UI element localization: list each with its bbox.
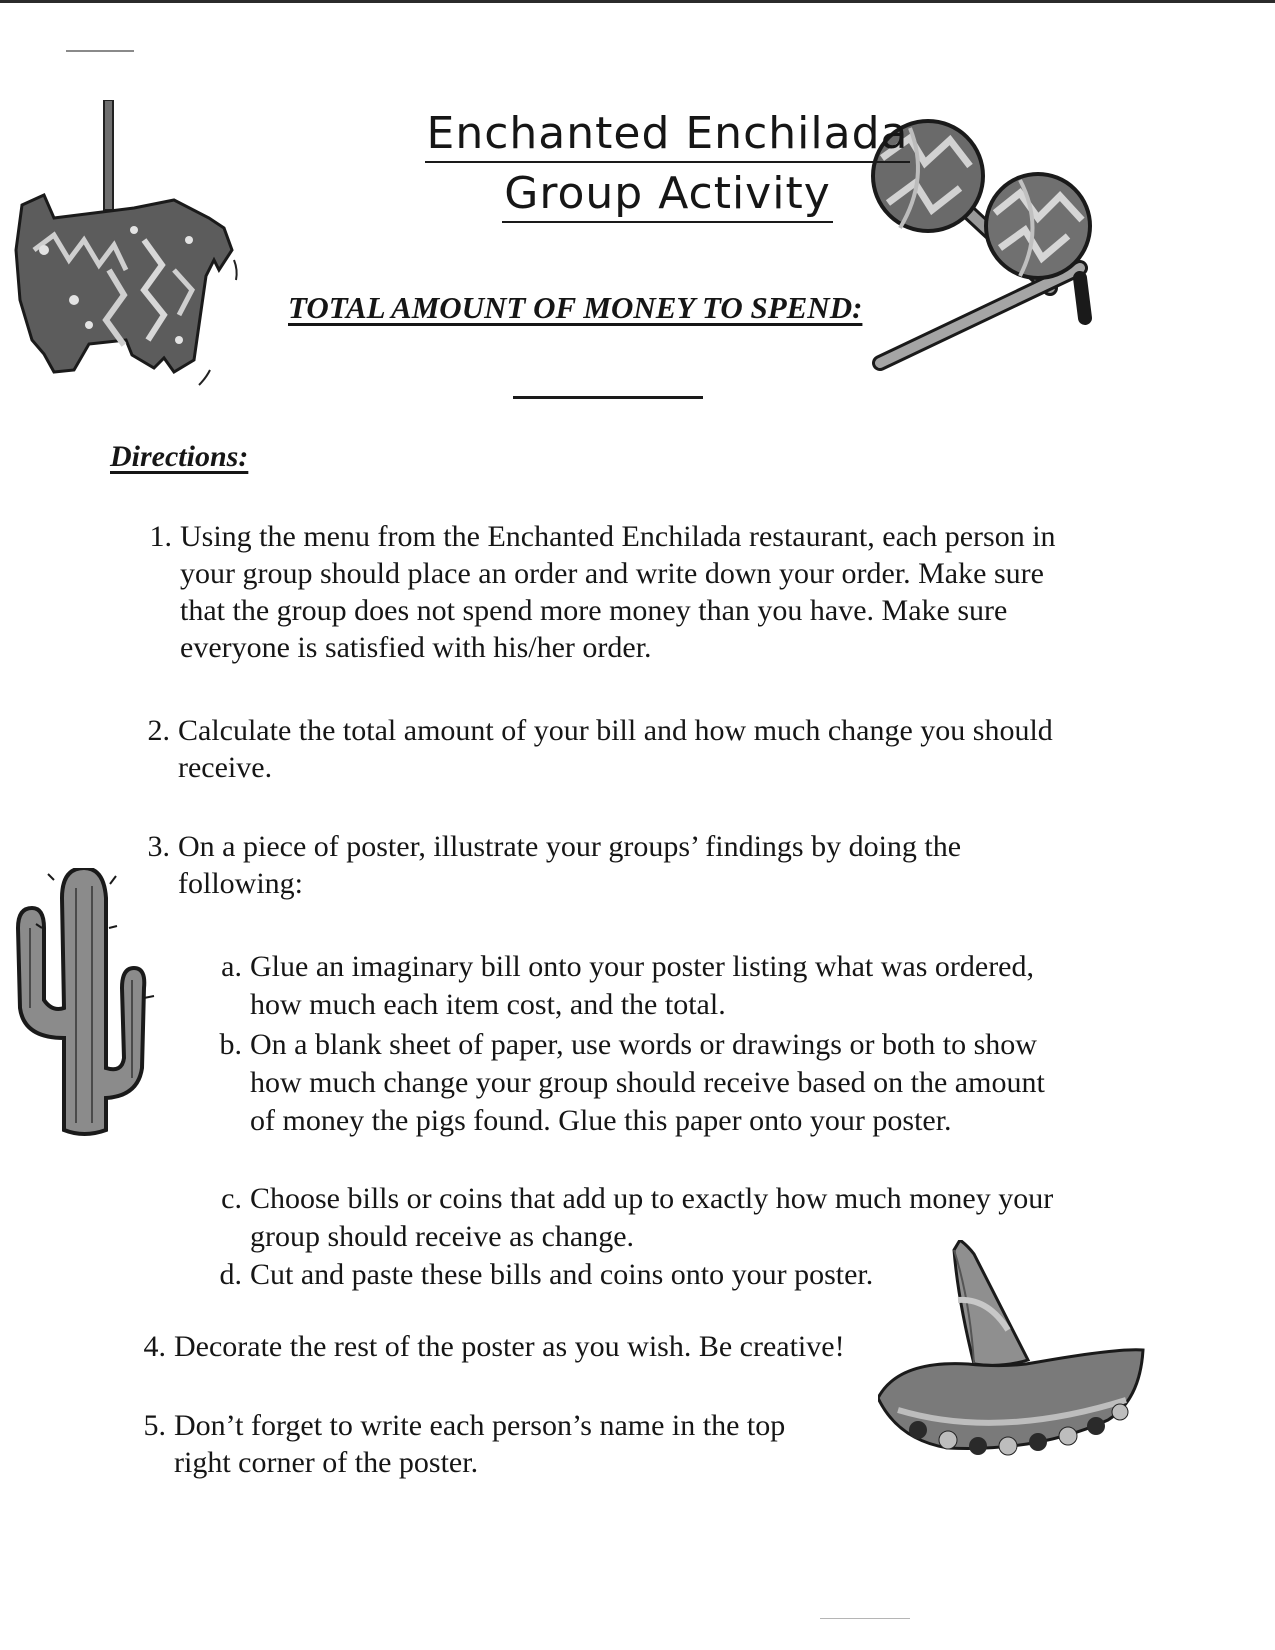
total-money-heading: TOTAL AMOUNT OF MONEY TO SPEND: [288, 290, 863, 325]
subitem-letter: c. [221, 1182, 242, 1215]
scan-edge-line [0, 0, 1275, 3]
item-text: Using the menu from the Enchanted Enchilada restaurant, each person in your group should place an order and write down your order. Make sure that the group does not spend more money than you have. Make sure everyone is satisfied with his/her order. [180, 520, 1056, 664]
item-text: Don’t forget to write each person’s name in the top right corner of the poster. [174, 1409, 786, 1479]
subtitle-text: Group Activity [502, 168, 833, 223]
direction-subitem-d [208, 1256, 1008, 1294]
subitem-letter: b. [219, 1028, 242, 1061]
cactus-icon [14, 868, 159, 1138]
item-number: 3. [147, 830, 170, 863]
title-text: Enchanted Enchilada [425, 108, 911, 163]
direction-item-4 [126, 1328, 966, 1365]
total-money-blank [513, 396, 703, 399]
item-number: 5. [143, 1409, 166, 1442]
direction-item-5 [126, 1407, 846, 1481]
subitem-text: Cut and paste these bills and coins onto your poster. [250, 1258, 874, 1291]
directions-heading: Directions: [110, 440, 249, 473]
scan-mark [66, 50, 134, 52]
direction-subitem-a [208, 948, 1068, 1024]
item-text: Calculate the total amount of your bill and how much change you should receive. [178, 714, 1053, 784]
item-number: 4. [143, 1330, 166, 1363]
title-line-1 [0, 108, 1275, 159]
direction-subitem-c [208, 1180, 1108, 1256]
subitem-text: Choose bills or coins that add up to exactly how much money your group should receive as change. [250, 1182, 1054, 1253]
direction-item-2 [130, 712, 1090, 786]
direction-item-1 [132, 518, 1092, 666]
title-line-2 [0, 168, 1275, 219]
item-text: On a piece of poster, illustrate your groups’ findings by doing the following: [178, 830, 962, 900]
scan-mark [820, 1618, 910, 1619]
direction-subitem-b [208, 1026, 1068, 1140]
item-number: 2. [147, 714, 170, 747]
item-text: Decorate the rest of the poster as you wish. Be creative! [174, 1330, 845, 1363]
item-number: 1. [149, 520, 172, 553]
subitem-letter: d. [219, 1258, 242, 1291]
direction-item-3 [130, 828, 1090, 902]
subitem-letter: a. [221, 950, 242, 983]
subitem-text: On a blank sheet of paper, use words or drawings or both to show how much change your group should receive based on the amount of money the pigs found. Glue this paper onto your poster. [250, 1028, 1045, 1137]
subitem-text: Glue an imaginary bill onto your poster listing what was ordered, how much each item cost, and the total. [250, 950, 1034, 1021]
